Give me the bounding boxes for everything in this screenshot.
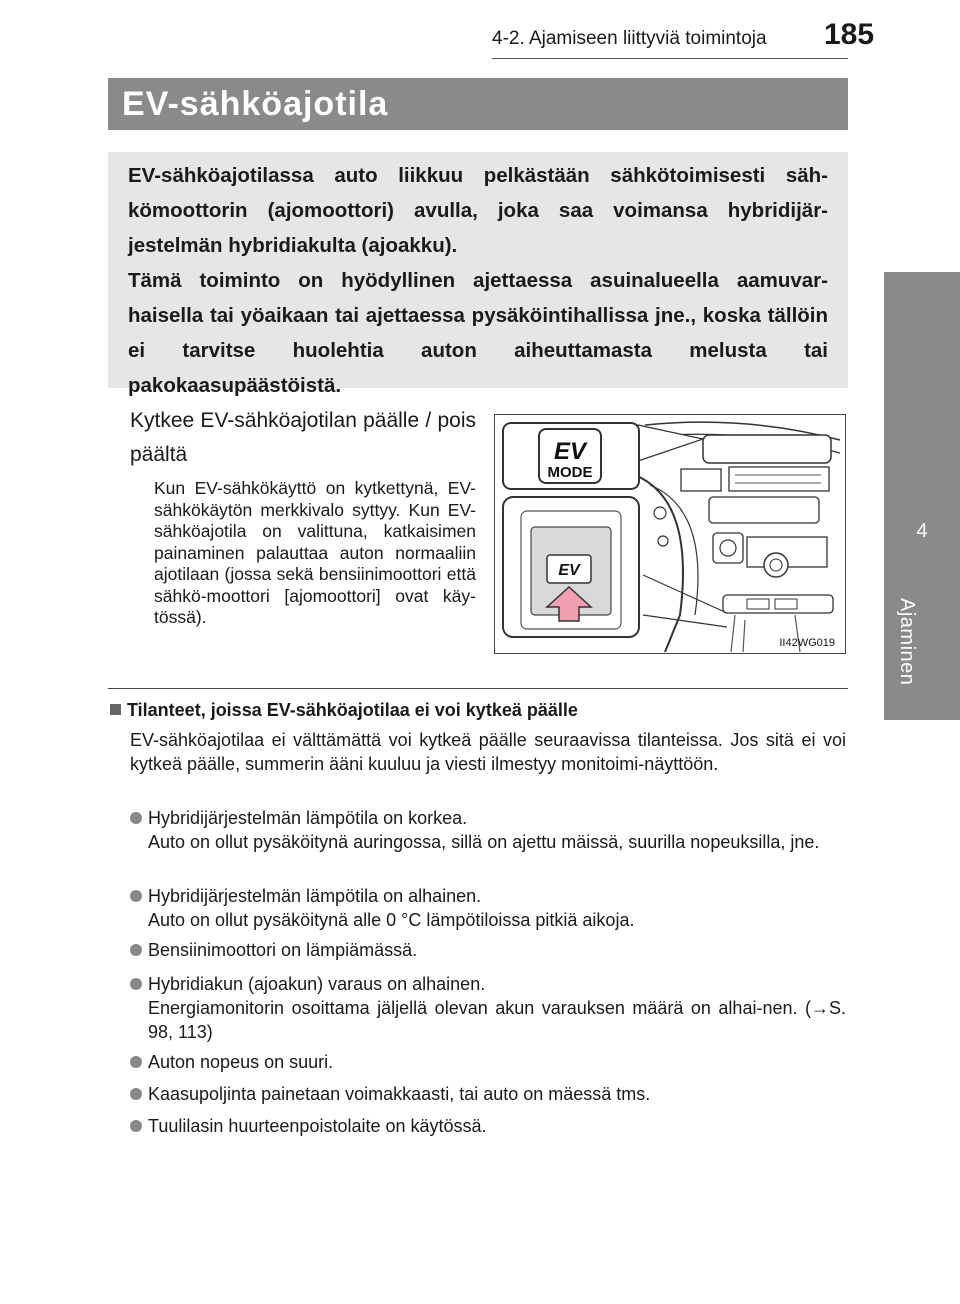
dashboard-drawing [495, 415, 844, 652]
ev-small-button-label: EV [558, 562, 580, 579]
list-item-detail: Auto on ollut pysäköitynä alle 0 °C lämpötiloissa pitkiä aikoja. [148, 910, 635, 930]
bullet-icon [130, 978, 142, 990]
list-item [130, 972, 846, 1044]
intro-paragraph-1: EV-sähköajotilassa auto liikkuu pelkästään sähkötoimisesti säh-kömoottorin (ajomoottori) avulla, joka saa voimansa hybridijär-jestelmän hybridiakulta (ajoakku). [128, 164, 828, 257]
header-rule [492, 58, 848, 59]
list-item [130, 806, 846, 854]
section-title: 4-2. Ajamiseen liittyviä toimintoja [492, 28, 767, 49]
list-item-detail: Auto on ollut pysäköitynä auringossa, sillä on ajettu mäissä, suurilla nopeuksilla, jne. [148, 832, 820, 852]
page-title: EV-sähköajotila [122, 85, 389, 123]
list-item [130, 884, 846, 932]
list-item [130, 1082, 846, 1106]
section-divider [108, 688, 848, 689]
bullet-icon [130, 1088, 142, 1100]
list-item-title: Tuulilasin huurteenpoistolaite on käytössä. [148, 1116, 487, 1136]
list-item-title: Hybridiakun (ajoakun) varaus on alhainen. [148, 974, 486, 994]
intro-box [108, 152, 848, 397]
illustration-code: II42WG019 [779, 637, 835, 649]
bullet-icon [130, 812, 142, 824]
conditions-heading [110, 700, 578, 721]
ev-switch-description: Kun EV-sähkökäyttö on kytkettynä, EV-sähkökäytön merkkivalo syttyy. Kun EV-sähköajotila on valittuna, katkaisimen painaminen palauttaa auton normaaliin ajotilaan (jossa sekä bensiinimoottori että sähkö-moottori [ajomoottori] ovat käy-tössä). [154, 478, 476, 627]
list-item-title: Auton nopeus on suuri. [148, 1052, 334, 1072]
bullet-icon [130, 944, 142, 956]
ev-switch-heading: Kytkee EV-sähköajotilan päälle / pois päältä [130, 409, 476, 466]
chapter-number: 4 [916, 520, 928, 542]
ev-mode-illustration [494, 414, 846, 654]
list-item-title: Hybridijärjestelmän lämpötila on alhainen. [148, 886, 482, 906]
list-item-title: Hybridijärjestelmän lämpötila on korkea. [148, 808, 468, 828]
list-item [130, 1114, 846, 1138]
intro-paragraph-2: Tämä toiminto on hyödyllinen ajettaessa asuinalueella aamuvar-haisella tai yöaikaan tai ajettaessa pysäköintihallissa jne., koska tällöin ei tarvitse huolehtia auton aiheuttamasta melusta tai pakokaasupäästöistä. [128, 269, 828, 397]
conditions-intro: EV-sähköajotilaa ei välttämättä voi kytkeä päälle seuraavissa tilanteissa. Jos sitä ei voi kytkeä päälle, summerin ääni kuuluu ja viesti ilmestyy monitoimi-näyttöön. [130, 730, 846, 774]
conditions-heading-text: Tilanteet, joissa EV-sähköajotilaa ei voi kytkeä päälle [127, 700, 578, 720]
list-item-title: Bensiinimoottori on lämpiämässä. [148, 940, 418, 960]
chapter-label: Ajaminen [896, 598, 918, 686]
list-item [130, 1050, 846, 1074]
ev-button-bottom-label: MODE [547, 464, 593, 481]
list-item-title: Kaasupoljinta painetaan voimakkaasti, tai auto on mäessä tms. [148, 1084, 651, 1104]
bullet-icon [130, 1056, 142, 1068]
square-bullet-icon [110, 704, 121, 715]
ev-button-top-label: EV [553, 438, 587, 465]
bullet-icon [130, 1120, 142, 1132]
list-item [130, 938, 846, 962]
page-number: 185 [824, 18, 875, 51]
list-item-detail: Energiamonitorin osoittama jäljellä olevan akun varauksen määrä on alhai-nen. (→S. 98, 113) [148, 998, 846, 1042]
bullet-icon [130, 890, 142, 902]
